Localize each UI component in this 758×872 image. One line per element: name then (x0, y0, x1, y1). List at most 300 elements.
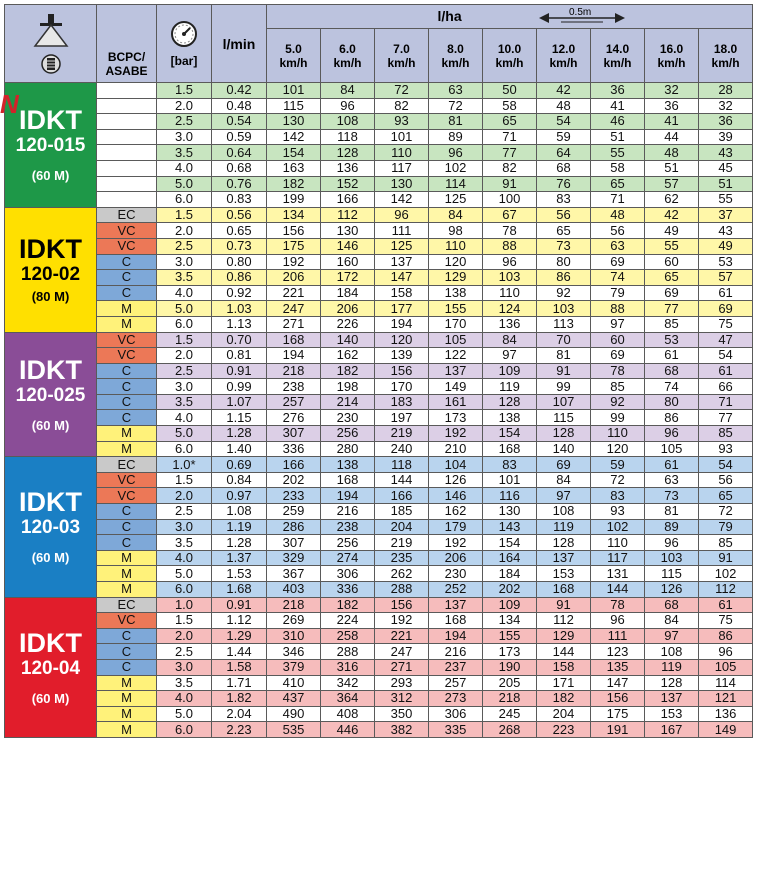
flow-cell: 0.54 (212, 114, 267, 130)
rate-cell: 137 (429, 597, 483, 613)
spray-class-cell (97, 176, 157, 192)
flow-cell: 1.28 (212, 535, 267, 551)
rate-cell: 218 (267, 363, 321, 379)
rate-cell: 49 (699, 238, 753, 254)
pressure-cell: 6.0 (157, 192, 212, 208)
spray-class-cell: C (97, 644, 157, 660)
flow-cell: 2.04 (212, 706, 267, 722)
rate-cell: 146 (321, 238, 375, 254)
rate-cell: 140 (321, 332, 375, 348)
table-row (5, 597, 753, 613)
flow-cell: 1.15 (212, 410, 267, 426)
rate-cell: 39 (699, 129, 753, 145)
nozzle-name: IDKT (19, 234, 82, 265)
rate-cell: 60 (645, 254, 699, 270)
rate-cell: 269 (267, 613, 321, 629)
spray-class-cell (97, 192, 157, 208)
lha-label: l/ha (437, 7, 462, 24)
rate-cell: 156 (267, 223, 321, 239)
spray-class-cell: M (97, 301, 157, 317)
spray-class-cell: VC (97, 223, 157, 239)
rate-cell: 28 (699, 83, 753, 99)
rate-cell: 135 (591, 659, 645, 675)
rate-cell: 118 (321, 129, 375, 145)
flow-cell: 1.08 (212, 504, 267, 520)
flow-cell: 0.81 (212, 348, 267, 364)
spray-class-cell (97, 114, 157, 130)
rate-cell: 116 (483, 488, 537, 504)
rate-cell: 138 (429, 285, 483, 301)
pressure-cell: 1.0* (157, 457, 212, 473)
rate-cell: 86 (537, 270, 591, 286)
rate-cell: 136 (483, 316, 537, 332)
rate-cell: 137 (537, 550, 591, 566)
pressure-cell: 6.0 (157, 316, 212, 332)
spray-class-cell (97, 129, 157, 145)
table-body (0, 82, 753, 738)
flow-cell: 0.76 (212, 176, 267, 192)
rate-cell: 153 (537, 566, 591, 582)
pressure-cell: 3.5 (157, 145, 212, 161)
table-row (5, 238, 753, 254)
nozzle-code: 120-02 (20, 264, 81, 286)
rate-cell: 170 (375, 379, 429, 395)
rate-cell: 122 (429, 348, 483, 364)
table-row (5, 504, 753, 520)
rate-cell: 110 (591, 535, 645, 551)
rate-cell: 68 (537, 160, 591, 176)
rate-cell: 93 (375, 114, 429, 130)
spray-class-cell: C (97, 659, 157, 675)
pressure-cell: 2.0 (157, 348, 212, 364)
rate-cell: 147 (591, 675, 645, 691)
rate-cell: 81 (429, 114, 483, 130)
rate-cell: 336 (267, 441, 321, 457)
spray-class-cell: EC (97, 457, 157, 473)
rate-cell: 238 (321, 519, 375, 535)
rate-cell: 191 (591, 722, 645, 738)
pressure-cell: 1.5 (157, 332, 212, 348)
rate-cell: 149 (699, 722, 753, 738)
rate-cell: 54 (699, 457, 753, 473)
rate-cell: 128 (537, 426, 591, 442)
speed-header: 6.0 km/h (321, 29, 375, 83)
rate-cell: 110 (375, 145, 429, 161)
rate-cell: 110 (429, 238, 483, 254)
rate-cell: 192 (267, 254, 321, 270)
rate-cell: 76 (537, 176, 591, 192)
flow-cell: 0.91 (212, 363, 267, 379)
rate-cell: 194 (321, 488, 375, 504)
flow-cell: 0.64 (212, 145, 267, 161)
rate-cell: 240 (375, 441, 429, 457)
rate-cell: 216 (321, 504, 375, 520)
bar-unit-label: [bar] (170, 53, 198, 68)
rate-cell: 171 (537, 675, 591, 691)
flow-rate-header: l/min (212, 5, 267, 83)
rate-cell: 161 (429, 394, 483, 410)
rate-cell: 58 (591, 160, 645, 176)
bcpc-asabe-header: BCPC/ ASABE (97, 5, 157, 83)
rate-cell: 43 (699, 145, 753, 161)
flow-cell: 0.59 (212, 129, 267, 145)
spray-class-cell: C (97, 285, 157, 301)
spray-class-cell: M (97, 706, 157, 722)
rate-cell: 84 (645, 613, 699, 629)
rate-cell: 156 (375, 363, 429, 379)
flow-cell: 1.03 (212, 301, 267, 317)
rate-cell: 129 (537, 628, 591, 644)
rate-cell: 182 (321, 363, 375, 379)
rate-cell: 56 (699, 472, 753, 488)
rate-cell: 136 (321, 160, 375, 176)
rate-cell: 163 (267, 160, 321, 176)
table-row (5, 316, 753, 332)
rate-cell: 73 (645, 488, 699, 504)
rate-cell: 61 (699, 597, 753, 613)
rate-cell: 237 (429, 659, 483, 675)
rate-cell: 247 (375, 644, 429, 660)
spray-class-cell: EC (97, 207, 157, 223)
rate-cell: 56 (591, 223, 645, 239)
rate-cell: 143 (483, 519, 537, 535)
rate-cell: 168 (267, 332, 321, 348)
rate-cell: 182 (267, 176, 321, 192)
nozzle-label-cell (5, 332, 97, 457)
rate-cell: 235 (375, 550, 429, 566)
rate-cell: 123 (591, 644, 645, 660)
rate-cell: 192 (429, 535, 483, 551)
rate-cell: 219 (375, 535, 429, 551)
flow-cell: 2.23 (212, 722, 267, 738)
rate-cell: 137 (645, 691, 699, 707)
pressure-cell: 2.5 (157, 114, 212, 130)
pressure-cell: 3.5 (157, 535, 212, 551)
table-row (5, 394, 753, 410)
rate-cell: 97 (591, 316, 645, 332)
rate-cell: 66 (699, 379, 753, 395)
rate-cell: 202 (267, 472, 321, 488)
rate-cell: 84 (321, 83, 375, 99)
rate-cell: 96 (645, 426, 699, 442)
rate-cell: 111 (375, 223, 429, 239)
pressure-cell: 2.0 (157, 98, 212, 114)
flow-cell: 0.97 (212, 488, 267, 504)
rate-cell: 96 (645, 535, 699, 551)
rate-cell: 79 (591, 285, 645, 301)
rate-cell: 97 (483, 348, 537, 364)
rate-cell: 79 (699, 519, 753, 535)
speed-header: 16.0 km/h (645, 29, 699, 83)
rate-cell: 57 (699, 270, 753, 286)
table-row (5, 706, 753, 722)
nozzle-mesh: (60 M) (31, 550, 70, 566)
rate-cell: 134 (267, 207, 321, 223)
spray-class-cell: C (97, 394, 157, 410)
rate-cell: 83 (537, 192, 591, 208)
table-row (5, 192, 753, 208)
rate-cell: 192 (375, 613, 429, 629)
flow-cell: 0.86 (212, 270, 267, 286)
spray-class-cell: M (97, 582, 157, 598)
rate-cell: 168 (321, 472, 375, 488)
rate-cell: 306 (321, 566, 375, 582)
pressure-cell: 4.0 (157, 550, 212, 566)
rate-cell: 43 (699, 223, 753, 239)
rate-cell: 117 (375, 160, 429, 176)
rate-cell: 316 (321, 659, 375, 675)
rate-cell: 71 (483, 129, 537, 145)
rate-cell: 85 (591, 379, 645, 395)
rate-cell: 259 (267, 504, 321, 520)
table-row (5, 472, 753, 488)
spray-class-cell: M (97, 441, 157, 457)
spray-class-cell: VC (97, 348, 157, 364)
rate-cell: 190 (483, 659, 537, 675)
nozzle-mesh: (60 M) (31, 417, 70, 433)
nozzle-label-cell (5, 457, 97, 597)
rate-cell: 125 (429, 192, 483, 208)
rate-cell: 168 (429, 613, 483, 629)
nozzle-code: 120-025 (15, 384, 86, 406)
spray-class-cell: M (97, 722, 157, 738)
flow-cell: 1.44 (212, 644, 267, 660)
rate-cell: 49 (645, 223, 699, 239)
table-row (5, 160, 753, 176)
rate-cell: 105 (699, 659, 753, 675)
speed-header: 14.0 km/h (591, 29, 645, 83)
rate-cell: 199 (267, 192, 321, 208)
flow-cell: 0.84 (212, 472, 267, 488)
flow-cell: 0.56 (212, 207, 267, 223)
nozzle-spacing-label: 0.5m (569, 7, 592, 18)
flow-cell: 1.68 (212, 582, 267, 598)
rate-cell: 57 (645, 176, 699, 192)
rate-cell: 139 (375, 348, 429, 364)
rate-cell: 168 (537, 582, 591, 598)
rate-cell: 70 (537, 332, 591, 348)
rate-cell: 310 (267, 628, 321, 644)
rate-cell: 137 (375, 254, 429, 270)
rate-cell: 84 (429, 207, 483, 223)
rate-cell: 48 (591, 207, 645, 223)
rate-cell: 113 (537, 316, 591, 332)
table-row (5, 488, 753, 504)
rate-cell: 32 (645, 83, 699, 99)
table-row (5, 363, 753, 379)
rate-cell: 78 (591, 363, 645, 379)
rate-cell: 68 (645, 363, 699, 379)
rate-cell: 446 (321, 722, 375, 738)
rate-cell: 490 (267, 706, 321, 722)
rate-cell: 120 (429, 254, 483, 270)
rate-cell: 262 (375, 566, 429, 582)
rate-cell: 42 (645, 207, 699, 223)
pressure-cell: 6.0 (157, 722, 212, 738)
rate-cell: 48 (645, 145, 699, 161)
table-row (5, 582, 753, 598)
rate-cell: 175 (267, 238, 321, 254)
rate-cell: 224 (321, 613, 375, 629)
rate-cell: 105 (429, 332, 483, 348)
rate-cell: 192 (429, 426, 483, 442)
rate-cell: 88 (483, 238, 537, 254)
rate-cell: 103 (483, 270, 537, 286)
rate-cell: 115 (537, 410, 591, 426)
rate-cell: 166 (321, 192, 375, 208)
rate-cell: 119 (483, 379, 537, 395)
table-row (5, 348, 753, 364)
pressure-header (157, 5, 212, 83)
rate-cell: 46 (591, 114, 645, 130)
rate-cell: 194 (429, 628, 483, 644)
rate-cell: 88 (591, 301, 645, 317)
rate-cell: 206 (267, 270, 321, 286)
pressure-cell: 3.5 (157, 270, 212, 286)
speed-header: 5.0 km/h (267, 29, 321, 83)
rate-cell: 102 (699, 566, 753, 582)
rate-cell: 184 (321, 285, 375, 301)
rate-cell: 55 (645, 238, 699, 254)
pressure-gauge-icon (170, 20, 198, 48)
rate-cell: 134 (483, 613, 537, 629)
rate-cell: 170 (429, 316, 483, 332)
rate-cell: 101 (483, 472, 537, 488)
rate-cell: 131 (591, 566, 645, 582)
rate-cell: 130 (267, 114, 321, 130)
rate-cell: 108 (645, 644, 699, 660)
pressure-cell: 4.0 (157, 160, 212, 176)
rate-cell: 152 (321, 176, 375, 192)
rate-cell: 74 (591, 270, 645, 286)
nozzle-code: 120-015 (15, 135, 86, 157)
rate-cell: 93 (591, 504, 645, 520)
rate-cell: 80 (537, 254, 591, 270)
rate-cell: 96 (483, 254, 537, 270)
rate-cell: 138 (321, 457, 375, 473)
rate-cell: 96 (429, 145, 483, 161)
pressure-cell: 3.5 (157, 394, 212, 410)
rate-cell: 167 (645, 722, 699, 738)
rate-cell: 198 (321, 379, 375, 395)
rate-cell: 92 (591, 394, 645, 410)
rate-cell: 78 (591, 597, 645, 613)
rate-cell: 144 (591, 582, 645, 598)
rate-cell: 219 (375, 426, 429, 442)
pressure-cell: 2.5 (157, 644, 212, 660)
pressure-cell: 1.0 (157, 597, 212, 613)
rate-cell: 194 (267, 348, 321, 364)
rate-cell: 73 (537, 238, 591, 254)
flow-cell: 0.42 (212, 83, 267, 99)
flow-cell: 1.58 (212, 659, 267, 675)
rate-cell: 51 (699, 176, 753, 192)
pressure-cell: 3.0 (157, 659, 212, 675)
nozzle-label-cell (5, 597, 97, 737)
nozzle-label-cell (0, 83, 97, 208)
rate-cell: 45 (699, 160, 753, 176)
rate-cell: 48 (537, 98, 591, 114)
rate-cell: 47 (699, 332, 753, 348)
flow-cell: 0.91 (212, 597, 267, 613)
rate-cell: 41 (645, 114, 699, 130)
rate-cell: 72 (591, 472, 645, 488)
pressure-cell: 6.0 (157, 441, 212, 457)
nozzle-spray-icon (31, 14, 71, 50)
pressure-cell: 3.0 (157, 379, 212, 395)
pressure-cell: 4.0 (157, 285, 212, 301)
rate-cell: 306 (429, 706, 483, 722)
rate-cell: 74 (645, 379, 699, 395)
nozzle-code: 120-04 (20, 657, 81, 679)
rate-cell: 85 (699, 426, 753, 442)
rate-cell: 256 (321, 426, 375, 442)
rate-cell: 233 (267, 488, 321, 504)
spray-class-cell: VC (97, 472, 157, 488)
rate-cell: 61 (645, 457, 699, 473)
rate-cell: 206 (429, 550, 483, 566)
nozzle-mesh: (60 M) (31, 690, 70, 706)
rate-cell: 162 (321, 348, 375, 364)
rate-cell: 65 (483, 114, 537, 130)
rate-cell: 72 (375, 83, 429, 99)
rate-cell: 258 (321, 628, 375, 644)
rate-cell: 252 (429, 582, 483, 598)
rate-cell: 179 (429, 519, 483, 535)
spray-class-cell: C (97, 535, 157, 551)
rate-cell: 71 (591, 192, 645, 208)
rate-cell: 286 (267, 519, 321, 535)
spray-class-cell: C (97, 379, 157, 395)
rate-cell: 276 (267, 410, 321, 426)
rate-cell: 271 (375, 659, 429, 675)
rate-cell: 96 (591, 613, 645, 629)
speed-header: 10.0 km/h (483, 29, 537, 83)
spray-class-cell: M (97, 566, 157, 582)
rate-cell: 128 (645, 675, 699, 691)
rate-cell: 32 (699, 98, 753, 114)
rate-cell: 125 (375, 238, 429, 254)
table-row (5, 98, 753, 114)
table-row (5, 176, 753, 192)
rate-cell: 230 (429, 566, 483, 582)
spray-class-cell: M (97, 675, 157, 691)
pressure-cell: 2.0 (157, 488, 212, 504)
rate-cell: 53 (699, 254, 753, 270)
rate-cell: 204 (375, 519, 429, 535)
rate-cell: 89 (645, 519, 699, 535)
rate-cell: 115 (267, 98, 321, 114)
rate-cell: 156 (375, 597, 429, 613)
rate-cell: 91 (483, 176, 537, 192)
rate-cell: 61 (699, 363, 753, 379)
pressure-cell: 5.0 (157, 706, 212, 722)
speed-header: 12.0 km/h (537, 29, 591, 83)
rate-cell: 65 (645, 270, 699, 286)
rate-cell: 223 (537, 722, 591, 738)
rate-cell: 256 (321, 535, 375, 551)
rate-cell: 166 (267, 457, 321, 473)
rate-cell: 307 (267, 535, 321, 551)
rate-cell: 403 (267, 582, 321, 598)
rate-cell: 96 (321, 98, 375, 114)
rate-cell: 99 (591, 410, 645, 426)
pressure-cell: 5.0 (157, 566, 212, 582)
rate-cell: 55 (591, 145, 645, 161)
rate-cell: 268 (483, 722, 537, 738)
rate-cell: 117 (591, 550, 645, 566)
rate-cell: 109 (483, 363, 537, 379)
